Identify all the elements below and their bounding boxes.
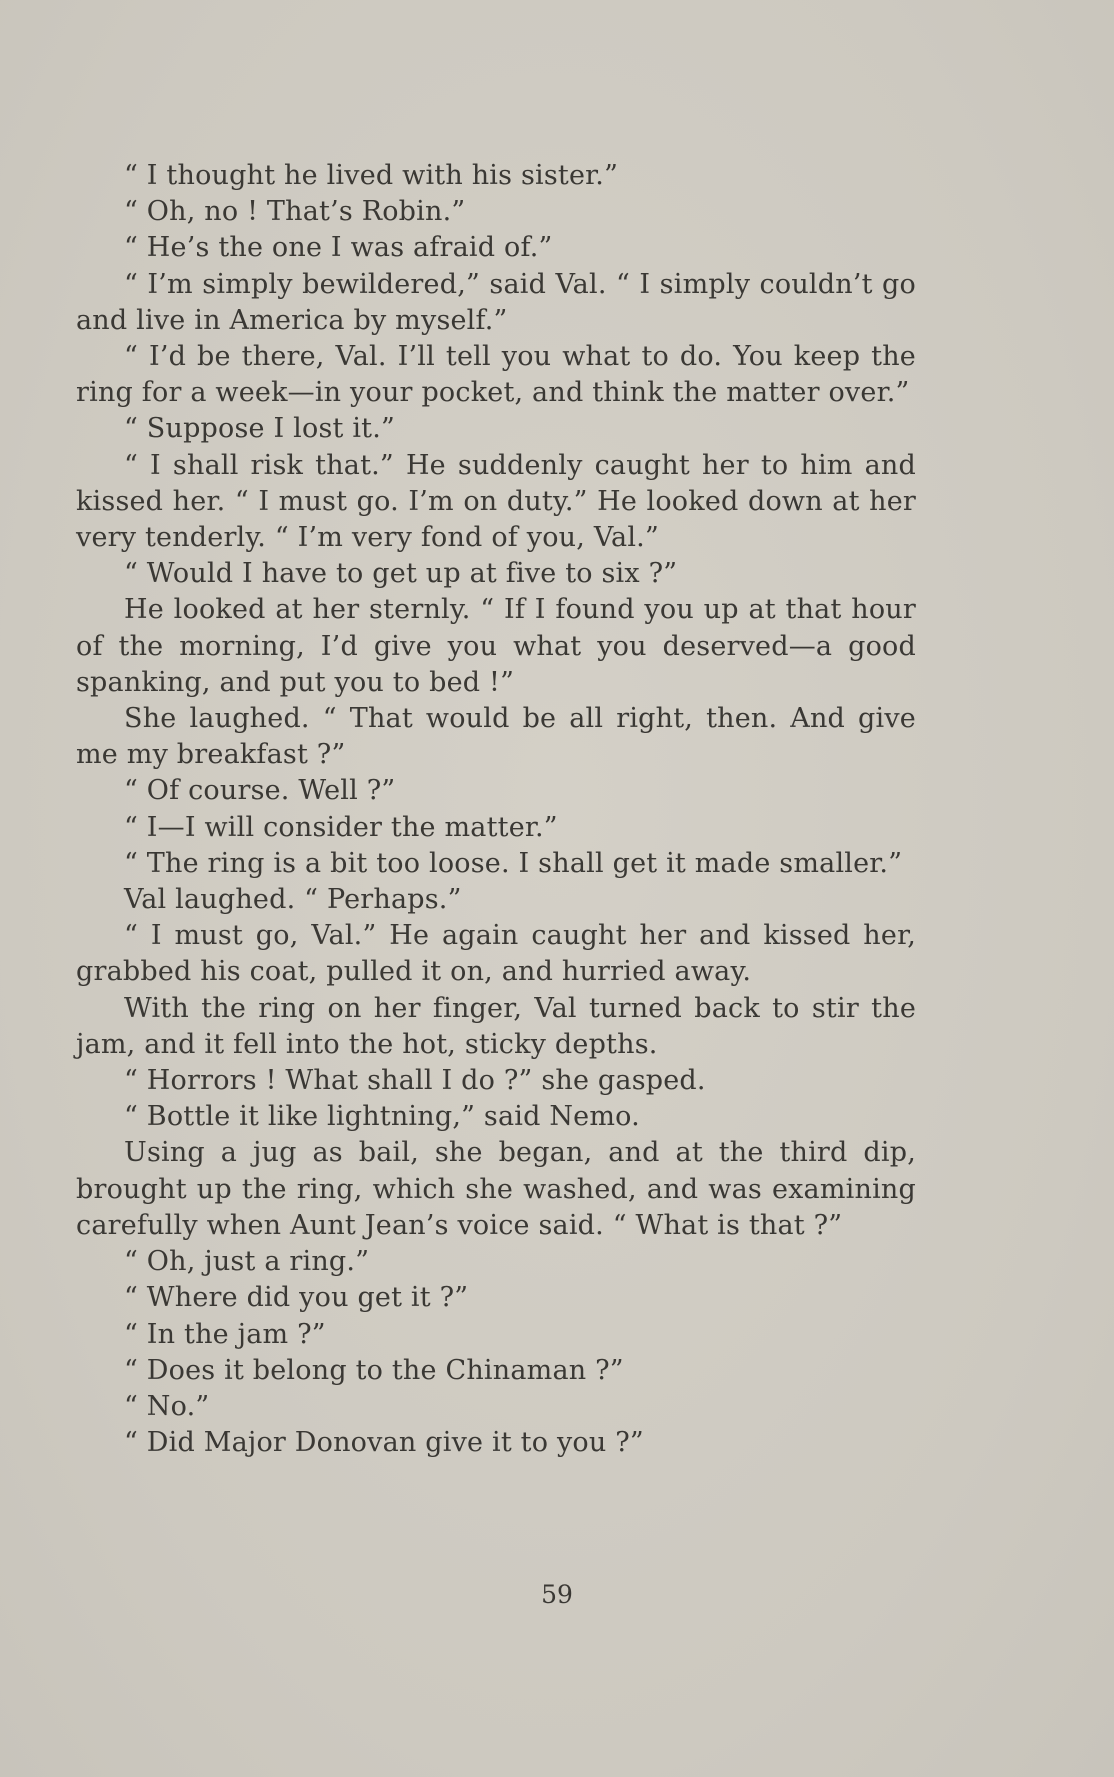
paragraph: She laughed. “ That would be all right, then. And give me my breakfast ?” xyxy=(76,703,916,771)
paragraph: “ The ring is a bit too loose. I shall get it made smaller.” xyxy=(124,847,903,879)
paragraph: “ No.” xyxy=(124,1390,210,1422)
paragraph: “ Where did you get it ?” xyxy=(124,1282,469,1314)
paragraph: “ Bottle it like lightning,” said Nemo. xyxy=(124,1101,640,1133)
paragraph: “ I must go, Val.” He again caught her and kissed her, grabbed his coat, pulled it on, and hurried away. xyxy=(76,920,916,988)
paragraph: “ Would I have to get up at five to six ?” xyxy=(124,558,678,590)
paragraph: “ He’s the one I was afraid of.” xyxy=(124,232,553,264)
paragraph: “ In the jam ?” xyxy=(124,1318,326,1350)
paragraph: “ I shall risk that.” He suddenly caught her to him and kissed her. “ I must go. I’m on duty.” He looked down at her very tenderly. “ I’m very fond of you, Val.” xyxy=(76,449,916,554)
paragraph: “ I thought he lived with his sister.” xyxy=(124,160,619,191)
paragraph: “ I’m simply bewildered,” said Val. “ I simply couldn’t go and live in America by myself.” xyxy=(76,268,916,336)
paragraph: With the ring on her finger, Val turned back to stir the jam, and it fell into the hot, sticky depths. xyxy=(76,992,916,1060)
paragraph: Val laughed. “ Perhaps.” xyxy=(124,884,462,916)
paragraph: “ Horrors ! What shall I do ?” she gasped. xyxy=(124,1065,706,1097)
paragraph: He looked at her sternly. “ If I found you up at that hour of the morning, I’d give you what you deserved—a good spanking, and put you to bed !” xyxy=(76,594,916,698)
paragraph: Using a jug as bail, she began, and at the third dip, brought up the ring, which she washed, and was examining carefully when Aunt Jean’s voice said. “ What is that ?” xyxy=(76,1137,916,1241)
page-number: 59 xyxy=(541,1580,573,1609)
paragraph: “ I’d be there, Val. I’ll tell you what to do. You keep the ring for a week—in your pocket, and think the matter over.” xyxy=(76,341,916,409)
paragraph: “ Does it belong to the Chinaman ?” xyxy=(124,1354,624,1386)
paragraph: “ Oh, no ! That’s Robin.” xyxy=(124,196,466,228)
paragraph: “ I—I will consider the matter.” xyxy=(124,811,558,843)
paragraph: “ Did Major Donovan give it to you ?” xyxy=(124,1427,644,1459)
body-text xyxy=(76,158,916,1461)
paragraph: “ Of course. Well ?” xyxy=(124,775,396,807)
paragraph: “ Oh, just a ring.” xyxy=(124,1246,370,1278)
paragraph: “ Suppose I lost it.” xyxy=(124,413,396,445)
